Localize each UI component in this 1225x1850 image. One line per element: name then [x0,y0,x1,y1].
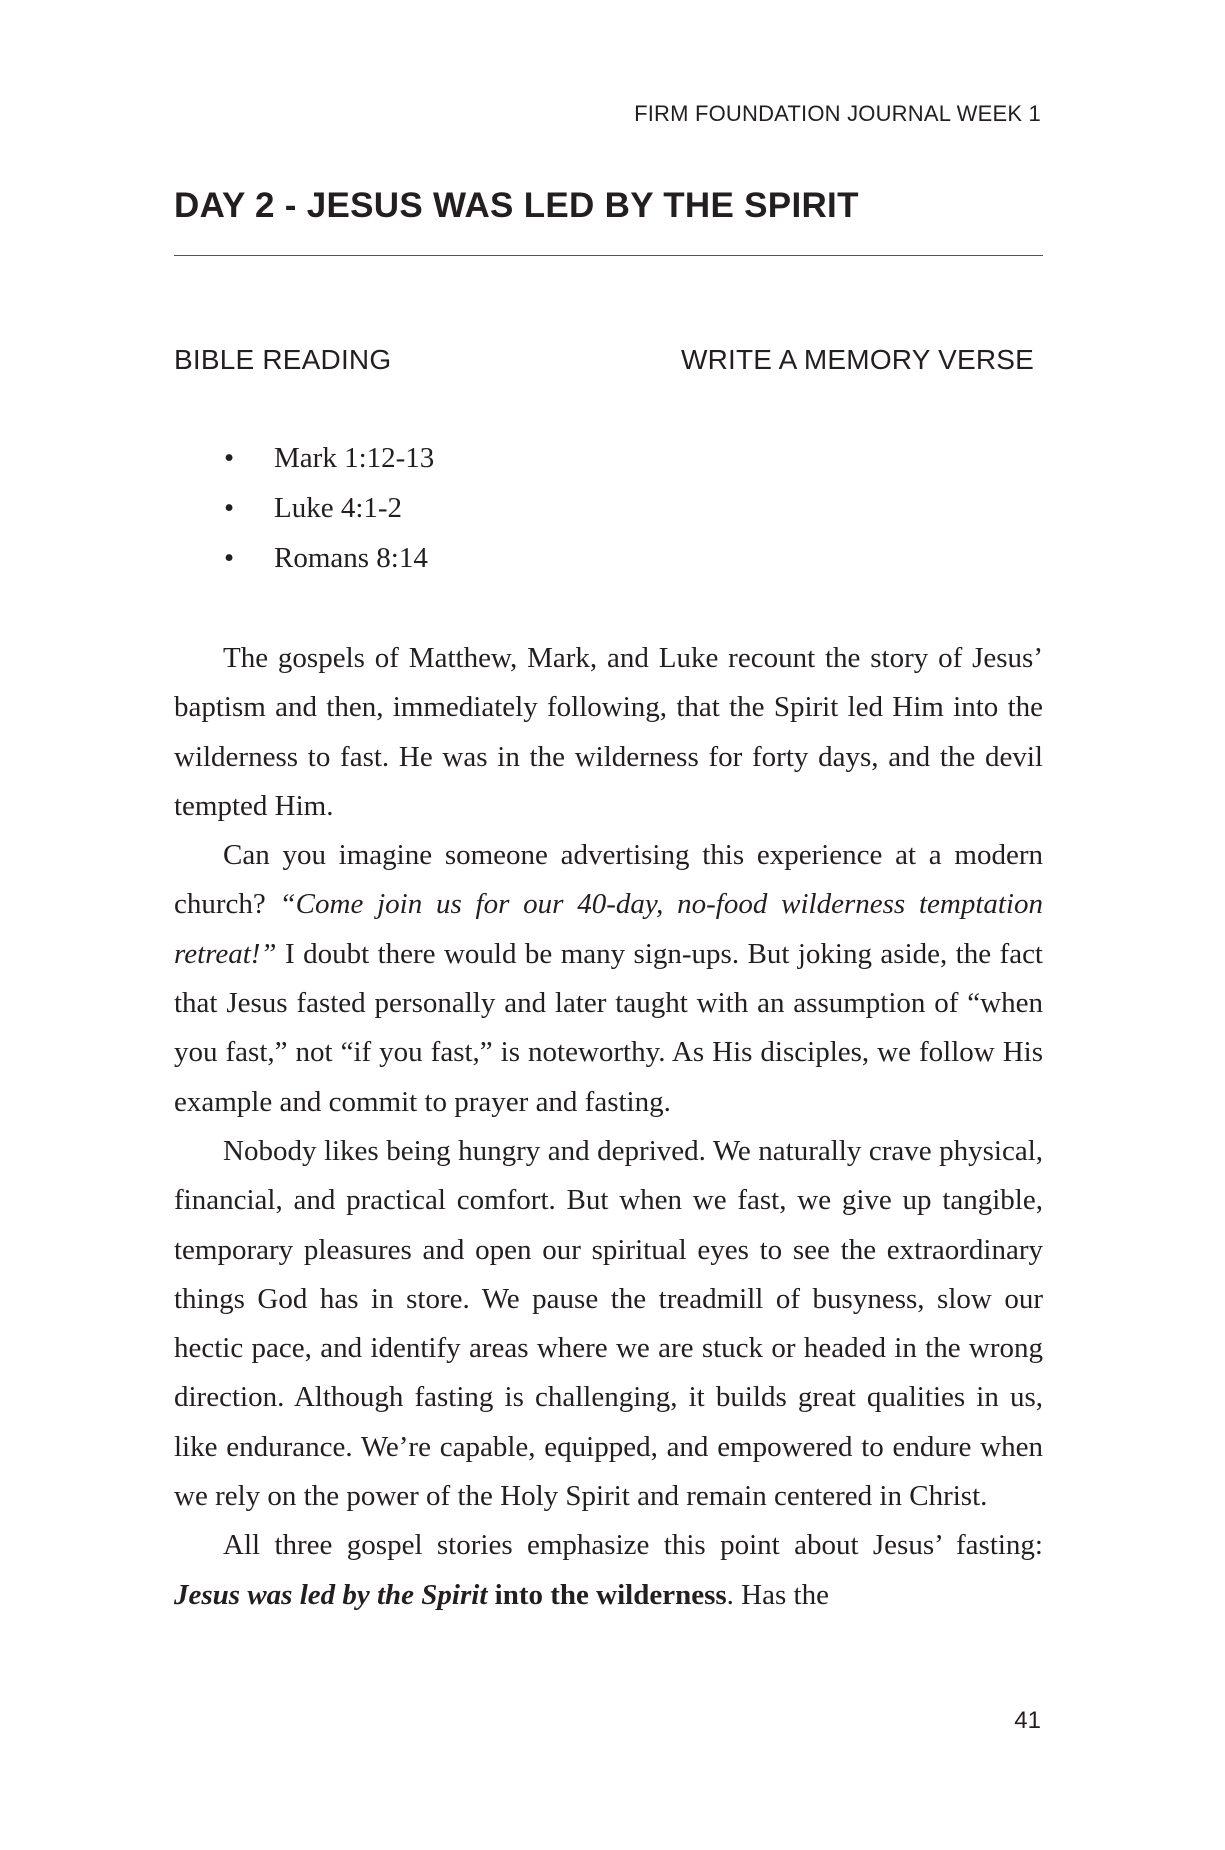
list-item [174,533,434,583]
retreat-quote: “Come join us for our 40-day, no-food wilderness temptation retreat!” [174,888,1043,970]
paragraph-1: The gospels of Matthew, Mark, and Luke recount the story of Jesus’ baptism and then, immediately following, that the Spirit led Him into the wilderness to fast. He was in the wilderness for forty days, and the devil tempted Him. [174,642,1043,822]
running-head: FIRM FOUNDATION JOURNAL WEEK 1 [634,101,1041,126]
reading-reference: Luke 4:1-2 [274,492,403,524]
body-text [174,634,1043,1620]
paragraph-3: Nobody likes being hungry and deprived. We naturally crave physical, financial, and practical comfort. But when we fast, we give up tangible, temporary pleasures and open our spiritual eyes to see the extraordinary things God has in store. We pause the treadmill of busyness, slow our hectic pace, and identify areas where we are stuck or headed in the wrong direction. Although fasting is challenging, it builds great qualities in us, like endurance. We’re capable, equipped, and empowered to endure when we rely on the power of the Holy Spirit and remain centered in Christ. [174,1134,1043,1513]
title-divider [174,255,1043,256]
page-title: DAY 2 - JESUS WAS LED BY THE SPIRIT [174,186,859,225]
reading-reference: Romans 8:14 [274,542,428,574]
paragraph-4-start: All three gospel stories emphasize this point about Jesus’ fasting: [223,1529,1043,1562]
memory-verse-heading: WRITE A MEMORY VERSE [680,344,1034,375]
emphasis-wilderness: into the wilderness [487,1578,727,1611]
emphasis-led-by-spirit: Jesus was led by the Spirit [174,1578,488,1611]
bullet-icon: • [224,442,235,474]
paragraph-4-end: . Has the [726,1578,829,1611]
bullet-icon: • [224,542,235,574]
paragraph-2-end: I doubt there would be many sign-ups. But joking aside, the fact that Jesus fasted personally and later taught with an assumption of “when you fast,” not “if you fast,” is noteworthy. As His disciples, we follow His example and commit to prayer and fasting. [174,937,1043,1118]
reading-list [174,433,434,583]
list-item [174,433,434,483]
paragraph-2-start: Can you imagine someone advertising this experience at a modern church? [174,839,1043,921]
paragraph-4 [174,1521,1043,1620]
list-item [174,483,434,533]
reading-reference: Mark 1:12-13 [274,442,435,474]
bible-reading-heading: BIBLE READING [174,344,392,375]
page-number: 41 [1014,1707,1041,1734]
bullet-icon: • [224,492,235,524]
paragraph-2 [174,831,1043,1127]
